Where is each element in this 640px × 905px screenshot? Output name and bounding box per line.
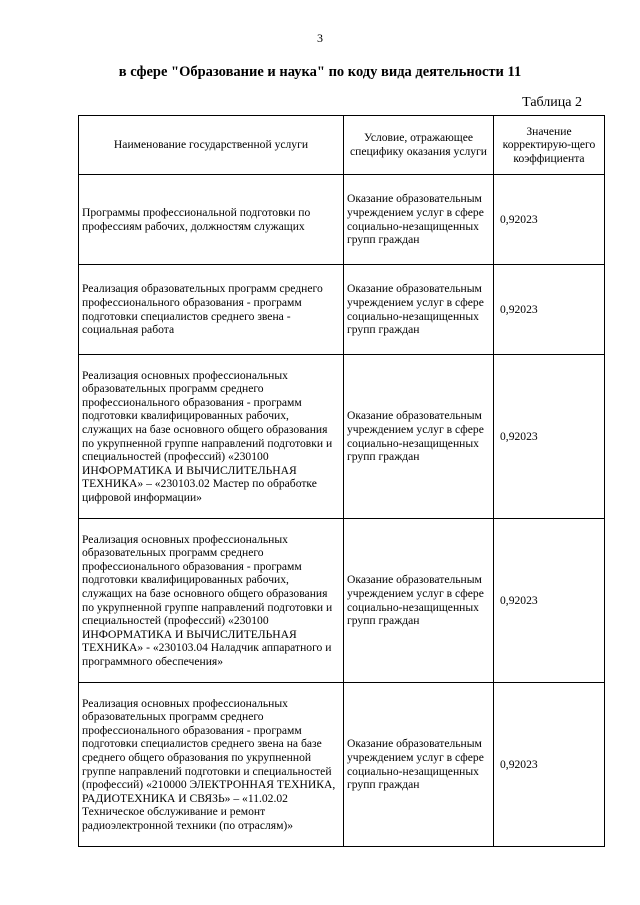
service-name-cell: Реализация основных профессиональных образовательных программ среднего профессионального образования - программ подготовки квалифицированных рабочих, служащих на базе основного общего образования по укрупненной группе направлений подготовки и специальностей (профессий) «230100 ИНФОРМАТИКА И ВЫЧИСЛИТЕЛЬНАЯ ТЕХНИКА» - «230103.04 Наладчик аппаратного и программного обеспечения»: [79, 519, 344, 683]
condition-cell: Оказание образовательным учреждением услуг в сфере социально-незащищенных групп граждан: [344, 175, 494, 265]
header-coefficient: Значение корректирую-щего коэффициента: [494, 116, 605, 175]
service-name-cell: Реализация основных профессиональных образовательных программ среднего профессионального образования - программ подготовки квалифицированных рабочих, служащих на базе основного общего образования по укрупненной группе направлений подготовки и специальностей (профессий) «230100 ИНФОРМАТИКА И ВЫЧИСЛИТЕЛЬНАЯ ТЕХНИКА» – «230103.02 Мастер по обработке цифровой информации»: [79, 355, 344, 519]
coefficient-cell: 0,92023: [494, 519, 605, 683]
condition-cell: Оказание образовательным учреждением услуг в сфере социально-незащищенных групп граждан: [344, 519, 494, 683]
condition-cell: Оказание образовательным учреждением услуг в сфере социально-незащищенных групп граждан: [344, 683, 494, 847]
service-name-cell: Реализация основных профессиональных образовательных программ среднего профессионального образования - программ подготовки специалистов среднего звена на базе среднего общего образования по укрупненной группе направлений подготовки и специальностей (профессий) «210000 ЭЛЕКТРОННАЯ ТЕХНИКА, РАДИОТЕХНИКА И СВЯЗЬ» – «11.02.02 Техническое обслуживание и ремонт радиоэлектронной техники (по отраслям)»: [79, 683, 344, 847]
table-row: [79, 683, 605, 847]
coefficient-table: [78, 115, 605, 847]
header-service-name: Наименование государственной услуги: [79, 116, 344, 175]
condition-cell: Оказание образовательным учреждением услуг в сфере социально-незащищенных групп граждан: [344, 265, 494, 355]
coefficient-cell: 0,92023: [494, 175, 605, 265]
document-heading: в сфере "Образование и наука" по коду вида деятельности 11: [118, 64, 522, 80]
coefficient-cell: 0,92023: [494, 683, 605, 847]
table-header-row: [79, 116, 605, 175]
header-condition: Условие, отражающее специфику оказания услуги: [344, 116, 494, 175]
table-row: [79, 355, 605, 519]
coefficient-cell: 0,92023: [494, 355, 605, 519]
condition-cell: Оказание образовательным учреждением услуг в сфере социально-незащищенных групп граждан: [344, 355, 494, 519]
table-row: [79, 265, 605, 355]
coefficient-cell: 0,92023: [494, 265, 605, 355]
page-number: 3: [317, 31, 323, 45]
table-label: Таблица 2: [522, 95, 582, 110]
table-row: [79, 175, 605, 265]
table-row: [79, 519, 605, 683]
service-name-cell: Реализация образовательных программ среднего профессионального образования - программ подготовки специалистов среднего звена - социальная работа: [79, 265, 344, 355]
service-name-cell: Программы профессиональной подготовки по профессиям рабочих, должностям служащих: [79, 175, 344, 265]
